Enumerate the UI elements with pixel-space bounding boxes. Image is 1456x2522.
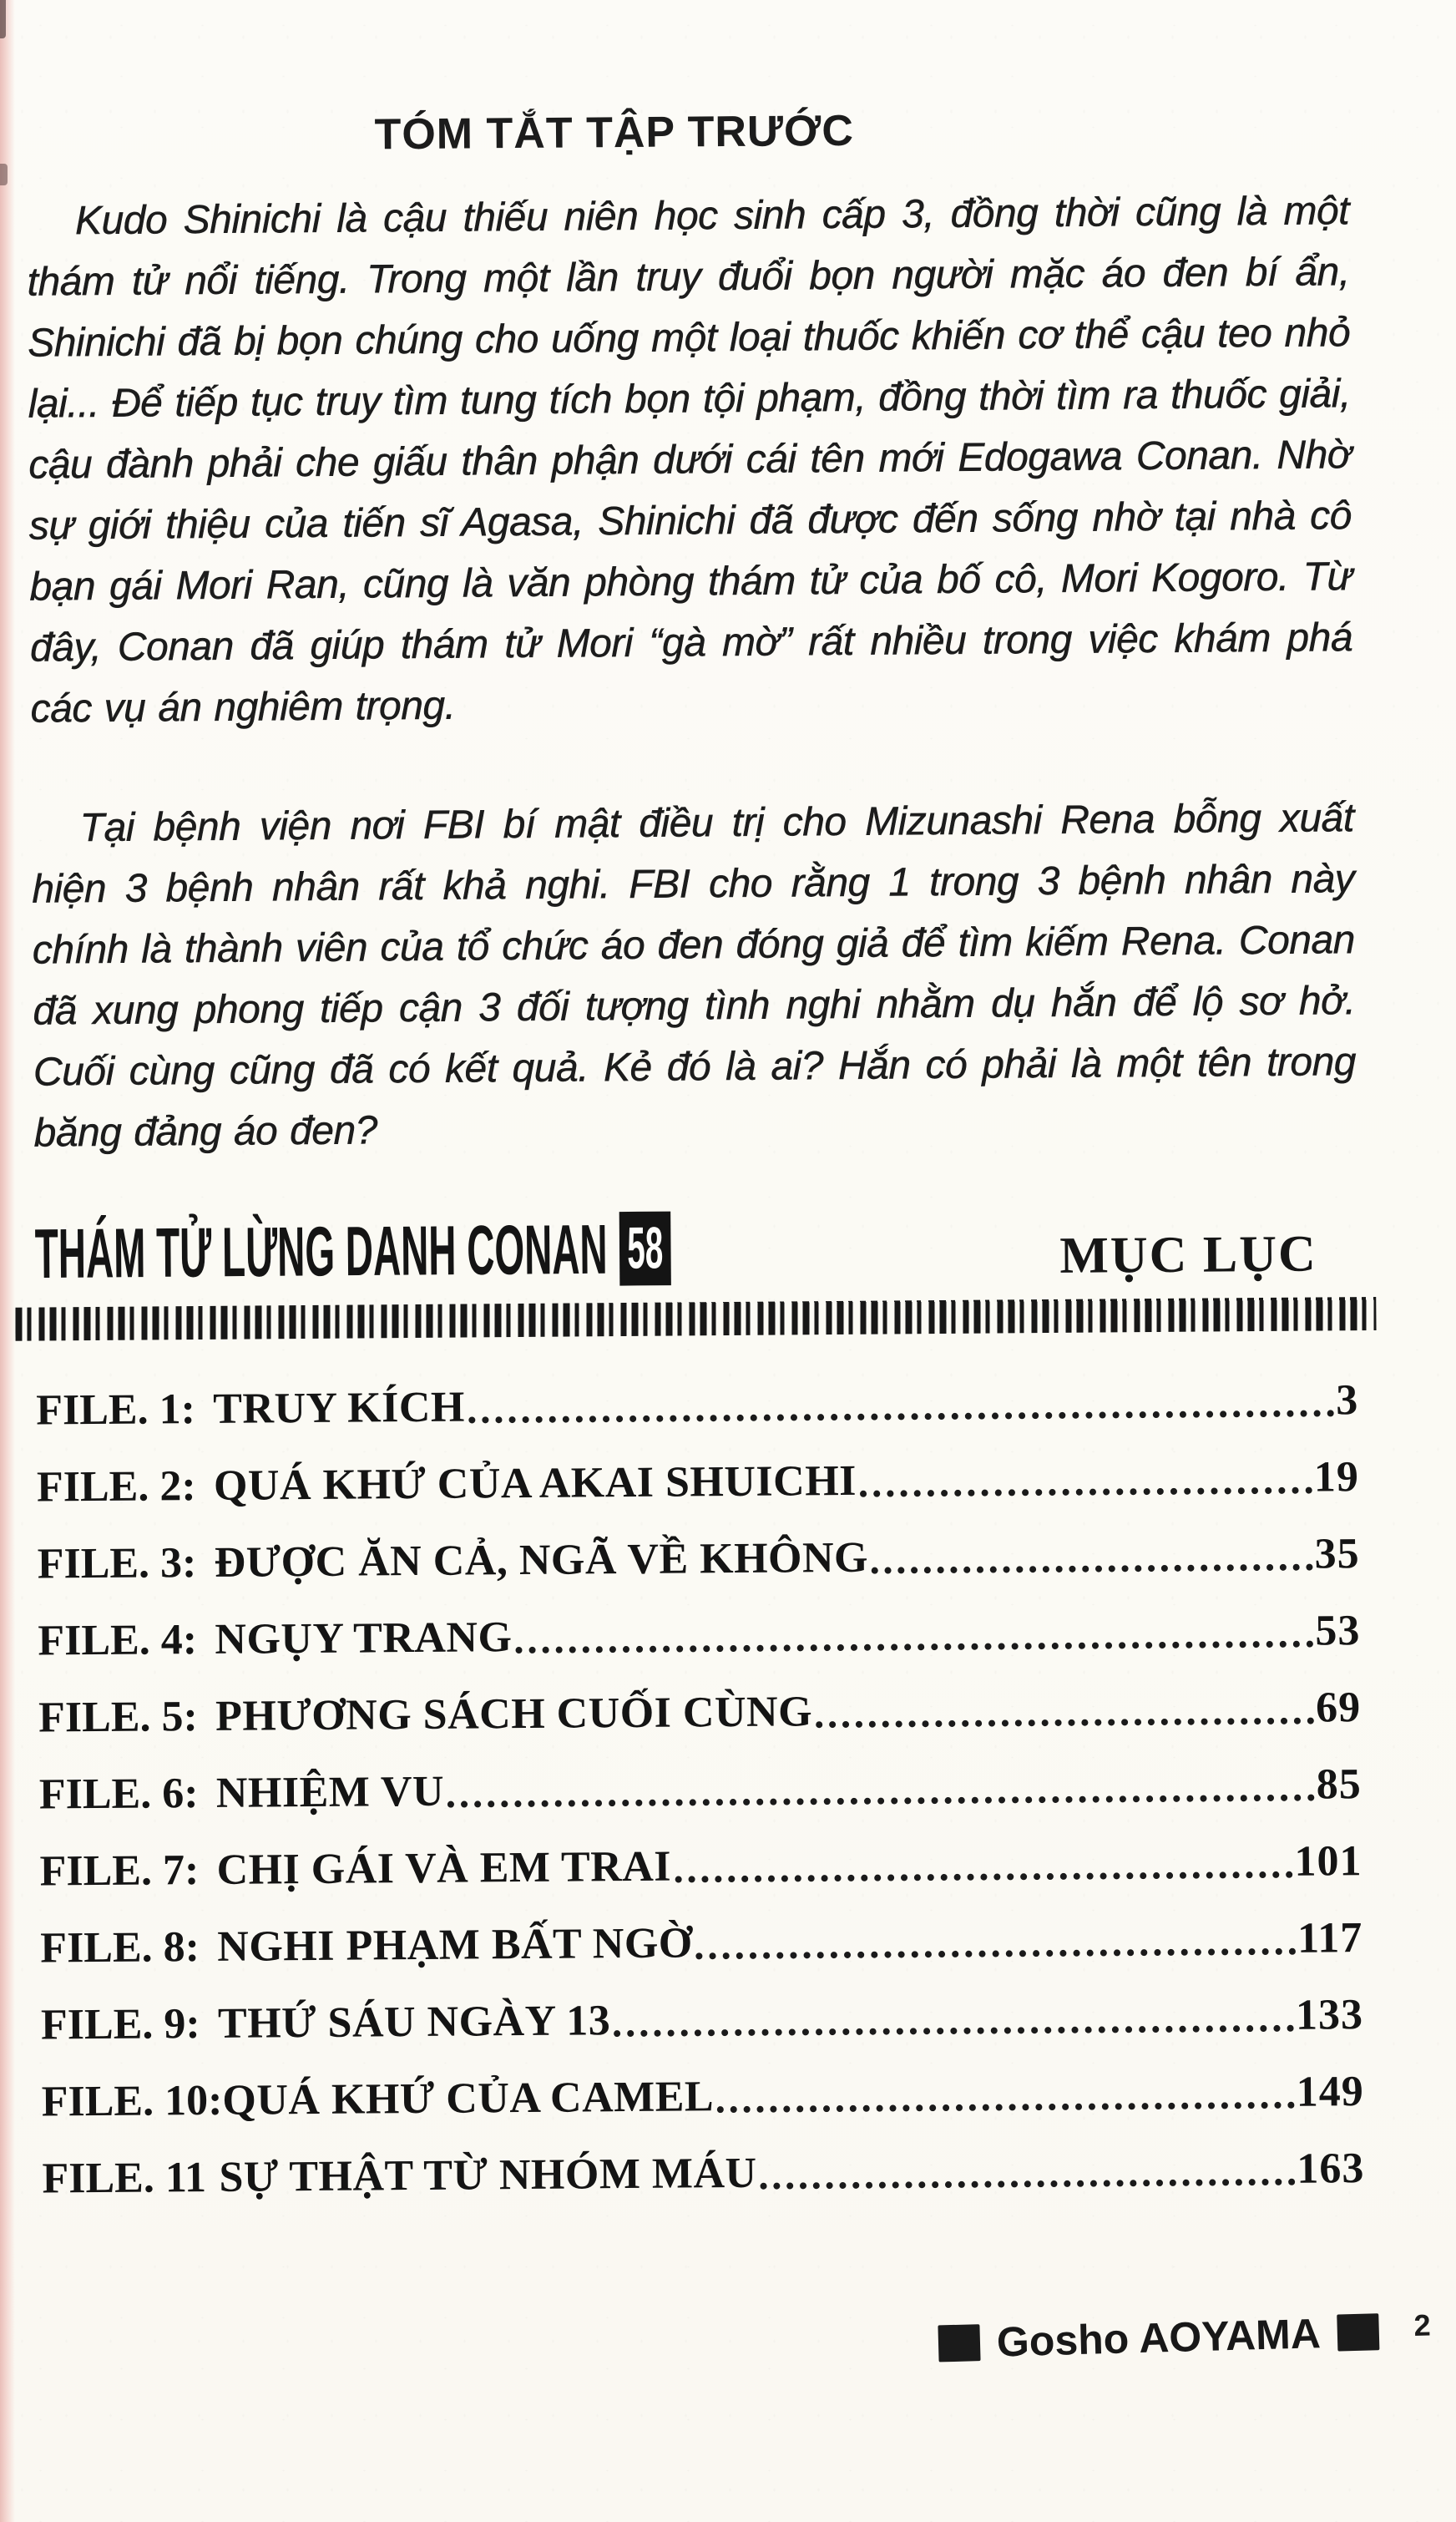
toc-chapter-title: QUÁ KHỨ CỦA AKAI SHUICHI [213, 1456, 857, 1510]
toc-file-label: FILE. 1: [36, 1385, 196, 1435]
toc-page-number: 101 [1294, 1837, 1362, 1886]
dotted-leader [675, 1871, 1293, 1883]
toc-page-number: 53 [1315, 1607, 1361, 1655]
toc-page-number: 19 [1313, 1453, 1360, 1502]
footer-square-icon [1337, 2313, 1379, 2351]
toc-row [36, 1375, 1358, 1435]
series-title: THÁM TỬ LỪNG DANH CONAN [34, 1209, 608, 1294]
toc-file-label: FILE. 5: [38, 1693, 199, 1742]
toc-row [39, 1760, 1362, 1819]
series-logo [34, 1208, 670, 1294]
toc-chapter-title: PHƯƠNG SÁCH CUỐI CÙNG [215, 1688, 813, 1740]
toc-chapter-title: ĐƯỢC ĂN CẢ, NGÃ VỀ KHÔNG [214, 1533, 869, 1587]
toc-chapter-title: NHIỆM VU [215, 1767, 445, 1817]
toc-chapter-title: QUÁ KHỨ CỦA CAMEL [222, 2073, 715, 2124]
toc-page-number: 163 [1297, 2145, 1365, 2193]
dotted-leader [816, 1718, 1314, 1729]
dotted-leader [696, 1948, 1296, 1960]
series-banner-row [34, 1203, 1357, 1294]
footer-square-icon [938, 2324, 980, 2362]
toc-file-label: FILE. 4: [38, 1616, 198, 1665]
toc-page-number: 69 [1315, 1684, 1362, 1732]
dotted-leader [516, 1641, 1314, 1654]
toc-page-number: 85 [1316, 1760, 1362, 1809]
dotted-leader [468, 1410, 1334, 1423]
toc-file-label: FILE. 11 [42, 2153, 207, 2203]
toc-list [36, 1375, 1365, 2203]
toc-chapter-title: THỨ SÁU NGÀY 13 [217, 1997, 611, 2048]
toc-row [37, 1529, 1359, 1588]
toc-row [38, 1606, 1360, 1665]
toc-file-label: FILE. 10: [41, 2076, 223, 2126]
toc-page-number: 133 [1295, 1991, 1364, 2039]
toc-file-label: FILE. 2: [36, 1462, 196, 1512]
toc-row [37, 1452, 1359, 1512]
toc-file-label: FILE. 3: [37, 1539, 197, 1588]
toc-page-number: 35 [1314, 1530, 1360, 1578]
author-name: Gosho AOYAMA [996, 2310, 1322, 2366]
dotted-leader [872, 1564, 1313, 1574]
toc-file-label: FILE. 7: [39, 1846, 200, 1896]
toc-heading: MỤC LỤC [1059, 1225, 1318, 1284]
toc-file-label: FILE. 8: [40, 1923, 200, 1973]
toc-chapter-title: SỰ THẬT TỪ NHÓM MÁU [219, 2149, 757, 2201]
barcode-divider [15, 1297, 1376, 1341]
page-number: 2 [1413, 2307, 1432, 2343]
volume-number-badge: 58 [619, 1212, 671, 1286]
toc-row [42, 2067, 1364, 2126]
toc-row [41, 1990, 1363, 2049]
toc-row [40, 1913, 1362, 1973]
toc-page-number: 117 [1297, 1914, 1363, 1962]
toc-row [39, 1836, 1362, 1896]
footer [43, 2307, 1432, 2393]
summary-paragraph-2: Tại bệnh viện nơi FBI bí mật điều trị cho Mizunashi Rena bỗng xuất hiện 3 bệnh nhân rất khả nghi. FBI cho rằng 1 trong 3 bệnh nhân này chính là thành viên của tổ chức áo đen đóng giả để tìm kiếm Rena. Conan đã xung phong tiếp cận 3 đối tượng tình nghi nhằm dụ hắn để lộ sơ hở. Cuối cùng cũng đã có kết quả. Kẻ đó là ai? Hắn có phải là một tên trong băng đảng áo đen? [32, 796, 1357, 1156]
toc-chapter-title: NGHI PHẠM BẤT NGỜ [217, 1919, 693, 1971]
toc-page-number: 149 [1296, 2068, 1364, 2116]
dotted-leader [860, 1487, 1312, 1497]
dotted-leader [717, 2102, 1295, 2113]
summary-heading: TÓM TẮT TẬP TRƯỚC [374, 106, 855, 160]
toc-row [42, 2144, 1364, 2203]
toc-row [38, 1683, 1361, 1742]
summary-paragraph-1: Kudo Shinichi là cậu thiếu niên học sinh cấp 3, đồng thời cũng là một thám tử nổi tiếng. Trong một lần truy đuổi bọn người mặc áo đen bí ẩn, Shinichi đã bị bọn chúng cho uống một loại thuốc khiến cơ thể cậu teo nhỏ lại... Để tiếp tục truy tìm tung tích bọn tội phạm, đồng thời tìm ra thuốc giải, cậu đành phải che giấu thân phận dưới cái tên mới Edogawa Conan. Nhờ sự giới thiệu của tiến sĩ Agasa, Shinichi đã được đến sống nhờ tại nhà cô bạn gái Mori Ran, cũng là văn phòng thám tử của bố cô, Mori Kogoro. Từ đây, Conan đã giúp thám tử Mori “gà mờ” rất nhiều trong việc khám phá các vụ án nghiêm trọng. [27, 189, 1353, 732]
toc-chapter-title: NGỤY TRANG [215, 1613, 513, 1664]
dotted-leader [761, 2179, 1296, 2190]
toc-chapter-title: TRUY KÍCH [213, 1383, 466, 1433]
toc-chapter-title: CHỊ GÁI VÀ EM TRAI [216, 1842, 672, 1894]
toc-file-label: FILE. 6: [38, 1770, 199, 1819]
dotted-leader [614, 2025, 1294, 2037]
dotted-leader [447, 1795, 1315, 1808]
toc-file-label: FILE. 9: [40, 2000, 200, 2049]
toc-page-number: 3 [1335, 1376, 1359, 1425]
